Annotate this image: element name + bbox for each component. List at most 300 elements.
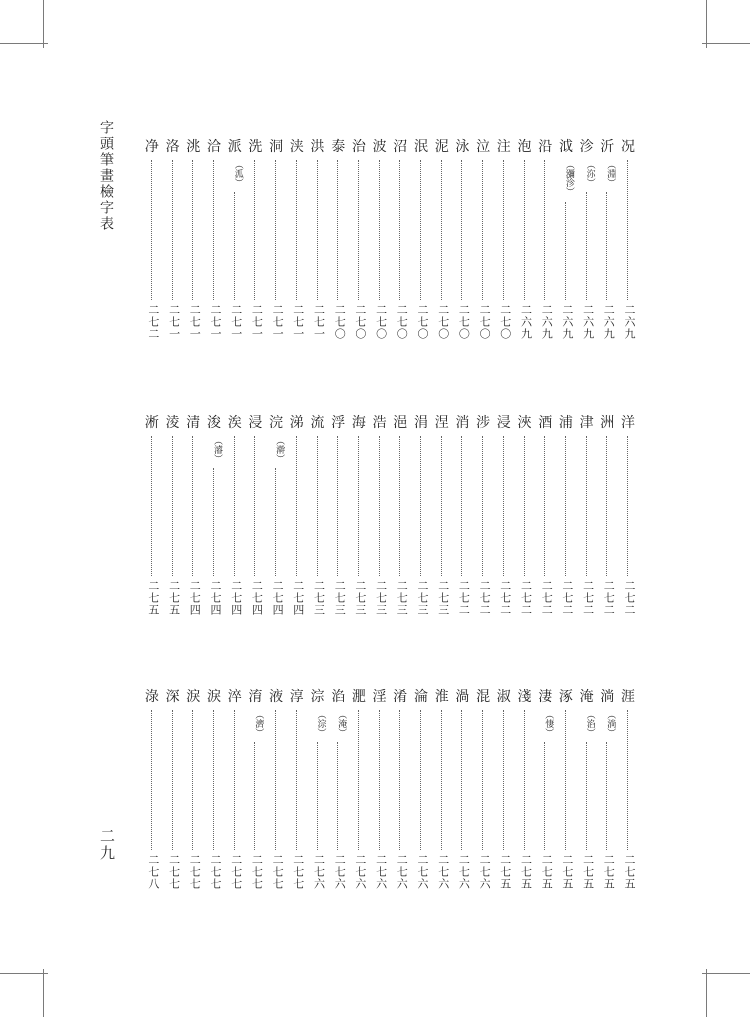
entry-character: 浮 [331, 415, 346, 431]
crop-mark [43, 969, 44, 1017]
entry-character: 淯 [248, 689, 263, 705]
index-entry [597, 416, 617, 616]
entry-character: 洪 [310, 139, 325, 155]
entry-page-number: 二七三 [374, 580, 388, 616]
dot-leader [317, 436, 318, 576]
entry-character: 消 [455, 415, 470, 431]
entry-page-number: 二七二 [457, 580, 471, 616]
entry-character: 流 [310, 415, 325, 431]
index-entry [556, 416, 576, 616]
dot-leader [461, 160, 462, 300]
entry-variant: （淊） [584, 710, 595, 737]
entry-page-number: 二七六 [436, 854, 450, 890]
entry-character: 淚 [207, 689, 221, 705]
entry-page-number: 二七六 [312, 854, 326, 890]
index-entry [266, 416, 286, 616]
entry-character: 淳 [289, 689, 304, 705]
entry-page-number: 二七六 [353, 854, 367, 890]
index-entry [245, 690, 265, 890]
entry-page-number: 二七六 [374, 854, 388, 890]
entry-character: 浩 [372, 415, 387, 431]
entry-page-number: 二六九 [560, 304, 574, 340]
entry-character: 浚 [207, 415, 221, 431]
entry-character: 液 [269, 689, 284, 705]
entry-character: 浃 [289, 139, 304, 155]
entry-character: 浥 [393, 415, 408, 431]
entry-character: 注 [496, 139, 511, 155]
index-entry [452, 140, 472, 340]
entry-character: 浸 [496, 415, 511, 431]
index-entry [328, 416, 348, 616]
entry-page-number: 二七六 [416, 854, 429, 890]
index-entry [225, 416, 245, 616]
entry-page-number: 二七一 [188, 304, 202, 340]
entry-character: 浣 [269, 415, 284, 431]
dot-leader [606, 436, 607, 576]
entry-page-number: 二七二 [146, 304, 160, 340]
entry-page-number: 二七二 [519, 580, 533, 616]
entry-page-number: 二七一 [167, 304, 181, 340]
dot-leader [151, 160, 152, 300]
dot-leader [565, 202, 566, 300]
entry-variant: （泒） [232, 160, 243, 187]
index-entry [452, 690, 472, 890]
entry-character: 浸 [248, 415, 263, 431]
entry-character: 净 [144, 139, 159, 155]
index-entry [411, 690, 431, 890]
dot-leader [172, 160, 173, 300]
dot-leader [296, 160, 297, 300]
dot-leader [441, 710, 442, 850]
index-entry [515, 416, 535, 616]
entry-character: 淊 [331, 689, 346, 705]
index-entry [432, 690, 452, 890]
entry-page-number: 二七七 [250, 854, 264, 890]
index-entry [577, 690, 597, 890]
entry-page-number: 二七三 [353, 580, 367, 616]
entry-page-number: 二七〇 [478, 304, 492, 340]
entry-page-number: 二七四 [188, 580, 202, 616]
dot-leader [606, 192, 607, 300]
dot-leader [586, 436, 587, 576]
entry-character: 清 [186, 415, 201, 431]
entry-character: 浹 [517, 415, 532, 431]
dot-leader [420, 160, 421, 300]
index-entry [287, 416, 307, 616]
index-entry [390, 140, 410, 340]
entry-character: 泥 [434, 139, 449, 155]
dot-leader [151, 436, 152, 576]
index-entry [473, 690, 493, 890]
entry-character: 泯 [414, 139, 428, 155]
entry-page-number: 二七五 [498, 854, 512, 890]
entry-page-number: 二七四 [291, 580, 305, 616]
dot-leader [234, 710, 235, 850]
entry-variant: （淌） [605, 710, 616, 737]
entry-page-number: 二六九 [602, 304, 616, 340]
index-entry [556, 140, 576, 340]
dot-leader [172, 710, 173, 850]
crop-mark [43, 0, 44, 48]
dot-leader [192, 436, 193, 576]
entry-variant: （瀰沴） [563, 160, 574, 196]
dot-leader [213, 468, 214, 576]
entry-character: 津 [579, 415, 594, 431]
entry-page-number: 二七七 [188, 854, 202, 890]
entry-page-number: 二六九 [623, 304, 636, 340]
entry-page-number: 二七七 [167, 854, 181, 890]
dot-leader [627, 710, 628, 850]
entry-page-number: 二六九 [519, 304, 533, 340]
dot-leader [275, 160, 276, 300]
index-block-1 [0, 140, 750, 340]
index-entry [163, 416, 183, 616]
dot-leader [420, 710, 421, 850]
dot-leader [627, 436, 628, 576]
index-block-2 [0, 416, 750, 616]
index-entry [349, 140, 369, 340]
crop-mark [706, 0, 707, 48]
entry-page-number: 二七〇 [353, 304, 367, 340]
entry-page-number: 二七一 [271, 304, 285, 340]
entry-character: 沿 [538, 139, 553, 155]
entry-character: 淺 [517, 689, 532, 705]
dot-leader [565, 710, 566, 850]
dot-leader [379, 436, 380, 576]
index-entry [515, 140, 535, 340]
entry-page-number: 二七八 [146, 854, 160, 890]
dot-leader [358, 160, 359, 300]
entry-character: 波 [372, 139, 387, 155]
index-entry [163, 690, 183, 890]
index-entry [411, 140, 431, 340]
index-entry [204, 690, 224, 890]
entry-character: 淹 [579, 689, 594, 705]
index-entry [204, 140, 224, 340]
dot-leader [544, 160, 545, 300]
entry-page-number: 二七五 [560, 854, 574, 890]
page-header-title: 字頭筆畫檢字表 [98, 120, 114, 232]
entry-page-number: 二七一 [229, 304, 243, 340]
entry-character: 淚 [186, 689, 201, 705]
entry-page-number: 二七二 [478, 580, 492, 616]
entry-page-number: 二七七 [271, 854, 285, 890]
entry-page-number: 二七〇 [498, 304, 512, 340]
dot-leader [317, 160, 318, 300]
entry-page-number: 二七三 [333, 580, 347, 616]
entry-page-number: 二七六 [457, 854, 471, 890]
dot-leader [461, 710, 462, 850]
entry-page-number: 二七二 [602, 580, 616, 616]
index-entry [452, 416, 472, 616]
index-entry [370, 140, 390, 340]
index-entry [494, 690, 514, 890]
entry-page-number: 二七四 [229, 580, 243, 616]
index-entry [142, 690, 162, 890]
entry-character: 泣 [476, 139, 491, 155]
dot-leader [399, 160, 400, 300]
index-entry [494, 140, 514, 340]
crop-mark [0, 973, 48, 974]
entry-character: 泧 [558, 139, 573, 155]
dot-leader [254, 436, 255, 576]
entry-character: 淬 [227, 689, 242, 705]
dot-leader [379, 710, 380, 850]
dot-leader [503, 710, 504, 850]
entry-character: 沼 [393, 139, 408, 155]
dot-leader [337, 160, 338, 300]
dot-leader [254, 742, 255, 850]
dot-leader [606, 742, 607, 850]
entry-page-number: 二七三 [436, 580, 450, 616]
entry-character: 淙 [310, 689, 325, 705]
entry-character: 涕 [289, 415, 304, 431]
entry-page-number: 二七五 [602, 854, 616, 890]
entry-character: 泰 [331, 139, 346, 155]
entry-character: 洽 [207, 139, 221, 155]
index-entry [183, 140, 203, 340]
index-entry [515, 690, 535, 890]
index-entry [556, 690, 576, 890]
dot-leader [461, 436, 462, 576]
dot-leader [503, 160, 504, 300]
entry-character: 洲 [600, 415, 615, 431]
dot-leader [586, 192, 587, 300]
entry-page-number: 二七一 [312, 304, 326, 340]
index-entry [183, 416, 203, 616]
dot-leader [213, 710, 214, 850]
dot-leader [503, 436, 504, 576]
index-entry [328, 690, 348, 890]
entry-character: 淪 [414, 689, 428, 705]
entry-page-number: 二七三 [312, 580, 326, 616]
crop-mark [0, 43, 48, 44]
index-entry [535, 690, 555, 890]
entry-character: 洮 [186, 139, 201, 155]
entry-character: 淮 [434, 689, 449, 705]
entry-page-number: 二七一 [209, 304, 222, 340]
entry-variant: （淹） [336, 710, 347, 737]
entry-character: 淑 [496, 689, 511, 705]
dot-leader [565, 436, 566, 576]
entry-page-number: 二七四 [250, 580, 264, 616]
dot-leader [275, 468, 276, 576]
dot-leader [482, 160, 483, 300]
entry-page-number: 二七二 [540, 580, 554, 616]
crop-mark [706, 969, 707, 1017]
index-entry [308, 416, 328, 616]
entry-page-number: 二七四 [271, 580, 285, 616]
index-entry [535, 140, 555, 340]
index-entry [577, 416, 597, 616]
entry-character: 洛 [165, 139, 180, 155]
entry-page-number: 二七七 [291, 854, 305, 890]
index-entry [142, 416, 162, 616]
dot-leader [213, 160, 214, 300]
entry-character: 洗 [248, 139, 263, 155]
index-entry [618, 140, 638, 340]
entry-page-number: 二七五 [146, 580, 160, 616]
entry-page-number: 二七五 [540, 854, 554, 890]
entry-page-number: 二七二 [623, 580, 636, 616]
index-entry [287, 140, 307, 340]
entry-page-number: 二七七 [209, 854, 222, 890]
entry-character: 沴 [579, 139, 594, 155]
index-entry [432, 140, 452, 340]
dot-leader [482, 710, 483, 850]
entry-variant: （澣） [274, 436, 285, 463]
index-entry [349, 690, 369, 890]
entry-page-number: 二六九 [540, 304, 554, 340]
dot-leader [275, 710, 276, 850]
index-entry [597, 140, 617, 340]
entry-page-number: 二七〇 [395, 304, 409, 340]
dot-leader [192, 160, 193, 300]
dot-leader [399, 436, 400, 576]
entry-character: 况 [621, 139, 635, 155]
entry-character: 涉 [476, 415, 491, 431]
entry-character: 淥 [144, 689, 159, 705]
index-entry [618, 690, 638, 890]
entry-page-number: 二七〇 [416, 304, 429, 340]
entry-page-number: 二七五 [623, 854, 636, 890]
index-entry [473, 416, 493, 616]
dot-leader [337, 742, 338, 850]
entry-variant: （淵） [605, 160, 616, 187]
dot-leader [524, 436, 525, 576]
entry-character: 浦 [558, 415, 573, 431]
entry-variant: （沵） [584, 160, 595, 187]
entry-character: 沂 [600, 139, 615, 155]
entry-character: 深 [165, 689, 180, 705]
entry-page-number: 二七三 [395, 580, 409, 616]
entry-character: 渦 [455, 689, 470, 705]
dot-leader [317, 742, 318, 850]
entry-page-number: 二七三 [416, 580, 429, 616]
dot-leader [524, 710, 525, 850]
entry-character: 治 [351, 139, 366, 155]
index-entry [266, 140, 286, 340]
crop-mark [702, 973, 750, 974]
index-entry [183, 690, 203, 890]
index-entry [597, 690, 617, 890]
entry-character: 淫 [372, 689, 387, 705]
entry-character: 淒 [538, 689, 553, 705]
dot-leader [337, 436, 338, 576]
entry-character: 海 [351, 415, 366, 431]
entry-character: 淆 [393, 689, 408, 705]
crop-mark [702, 43, 750, 44]
dot-leader [379, 160, 380, 300]
index-entry [370, 690, 390, 890]
index-block-3 [0, 690, 750, 890]
entry-page-number: 二七七 [229, 854, 243, 890]
entry-character: 洋 [621, 415, 635, 431]
entry-page-number: 二七四 [209, 580, 222, 616]
index-entry [245, 140, 265, 340]
entry-page-number: 二七〇 [333, 304, 347, 340]
index-entry [390, 690, 410, 890]
entry-character: 涘 [227, 415, 242, 431]
index-entry [308, 690, 328, 890]
entry-variant: （濟） [253, 710, 264, 737]
index-entry [618, 416, 638, 616]
dot-leader [254, 160, 255, 300]
entry-character: 混 [476, 689, 491, 705]
dot-leader [586, 742, 587, 850]
index-entry [370, 416, 390, 616]
entry-character: 淩 [165, 415, 180, 431]
index-entry [204, 416, 224, 616]
index-entry [266, 690, 286, 890]
entry-variant: （悽） [543, 710, 554, 737]
dot-leader [358, 436, 359, 576]
entry-character: 涯 [621, 689, 635, 705]
entry-page-number: 二七一 [250, 304, 264, 340]
index-entry [432, 416, 452, 616]
index-entry [142, 140, 162, 340]
index-entry [577, 140, 597, 340]
dot-leader [399, 710, 400, 850]
entry-character: 洞 [269, 139, 284, 155]
entry-character: 派 [227, 139, 242, 155]
dot-leader [172, 436, 173, 576]
dot-leader [544, 742, 545, 850]
dot-leader [524, 160, 525, 300]
entry-character: 涓 [414, 415, 428, 431]
dot-leader [296, 710, 297, 850]
index-entry [473, 140, 493, 340]
entry-character: 泳 [455, 139, 470, 155]
index-entry [328, 140, 348, 340]
entry-page-number: 二七五 [167, 580, 181, 616]
dot-leader [234, 436, 235, 576]
entry-page-number: 二六九 [581, 304, 595, 340]
index-entry [225, 690, 245, 890]
entry-page-number: 二七六 [333, 854, 347, 890]
index-entry [225, 140, 245, 340]
index-entry [390, 416, 410, 616]
dot-leader [358, 710, 359, 850]
entry-page-number: 二七二 [560, 580, 574, 616]
dot-leader [234, 192, 235, 300]
index-entry [163, 140, 183, 340]
dot-leader [627, 160, 628, 300]
dot-leader [544, 436, 545, 576]
entry-page-number: 二七二 [498, 580, 512, 616]
entry-page-number: 二七一 [291, 304, 305, 340]
index-entry [287, 690, 307, 890]
index-entry [494, 416, 514, 616]
entry-page-number: 二七〇 [457, 304, 471, 340]
entry-page-number: 二七五 [581, 854, 595, 890]
entry-character: 涿 [558, 689, 573, 705]
entry-character: 淝 [351, 689, 366, 705]
entry-page-number: 二七二 [581, 580, 595, 616]
entry-page-number: 二七六 [395, 854, 409, 890]
entry-page-number: 二七〇 [374, 304, 388, 340]
entry-character: 酒 [538, 415, 553, 431]
dot-leader [296, 436, 297, 576]
dot-leader [420, 436, 421, 576]
entry-character: 淅 [144, 415, 159, 431]
dot-leader [441, 160, 442, 300]
index-entry [308, 140, 328, 340]
entry-character: 泡 [517, 139, 532, 155]
index-entry [411, 416, 431, 616]
index-entry [245, 416, 265, 616]
page-number: 二九 [98, 828, 116, 862]
